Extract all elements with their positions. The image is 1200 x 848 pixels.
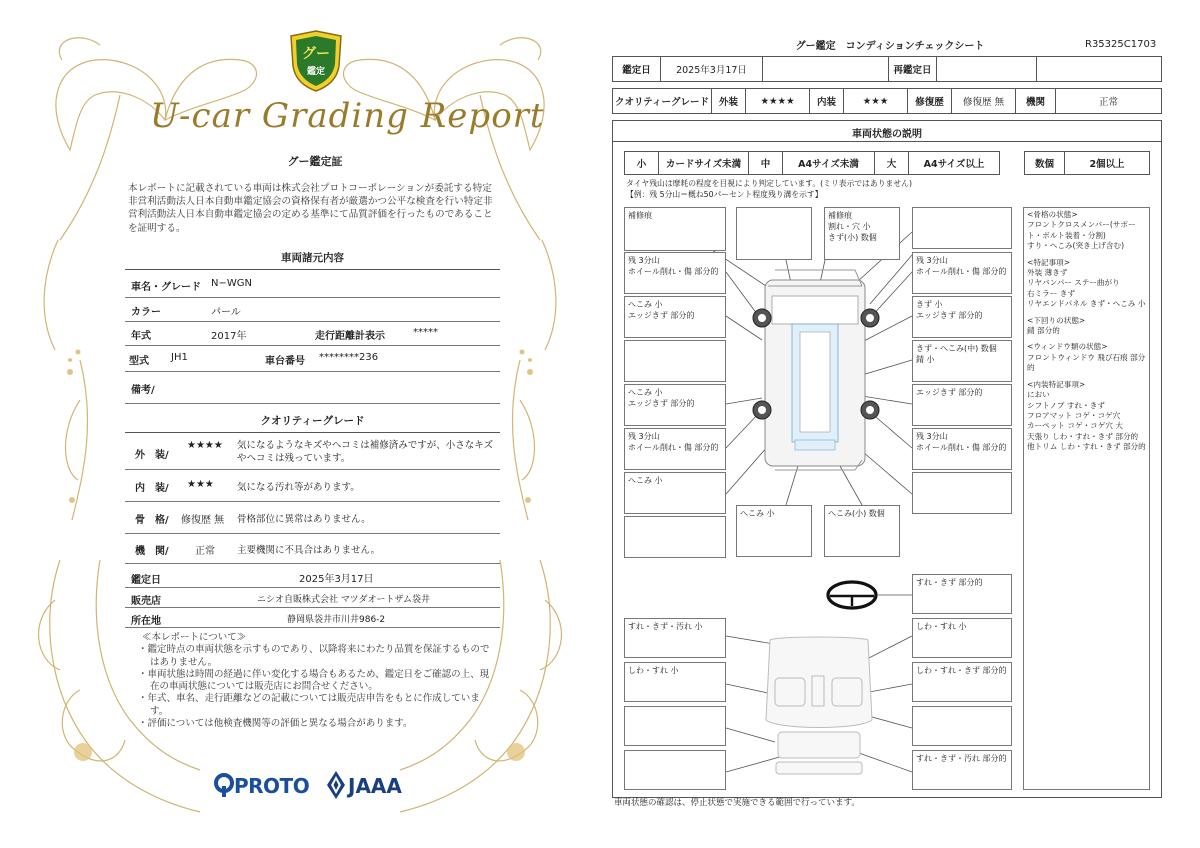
- note-item: ・評価については他検査機関等の評価と異なる場合があります。: [138, 718, 413, 730]
- spec-row-name: [125, 272, 500, 298]
- callout-left-rear-door: へこみ 小 エッジきず 部分的: [624, 384, 726, 426]
- certificate-title: グー鑑定証: [287, 155, 343, 168]
- exterior-stars: ★★★★: [187, 440, 223, 451]
- document-number: R35325C1703: [1085, 39, 1157, 50]
- callout-rear-seat: すれ・きず・汚れ 部分的: [912, 750, 1012, 790]
- callout-rear-bumper: へこみ 小: [736, 505, 812, 557]
- side-note: フロントウィンドウ 飛び石痕 部分的: [1027, 352, 1146, 373]
- jaaa-logo-text: JAAA: [348, 774, 402, 798]
- dealer-label: 販売店: [131, 596, 161, 607]
- engine-value: 正常: [195, 546, 215, 557]
- proto-logo-text: PROTO: [234, 774, 310, 798]
- date-value: 2025年3月17日: [299, 574, 374, 585]
- callout-left-floor: [624, 706, 726, 746]
- side-note: 天張り しわ・すれ・きず 部分的: [1027, 431, 1139, 441]
- callout-front-left: [736, 207, 812, 260]
- engine-value: 正常: [1056, 89, 1162, 114]
- callout-rear-seat-left: [624, 750, 726, 790]
- info-row-date: [125, 566, 500, 588]
- side-notes-box: [1023, 207, 1150, 790]
- side-note-heading: <ウィンドウ類の状態>: [1027, 342, 1108, 352]
- size-mid-desc: A4サイズ未満: [783, 152, 875, 175]
- note-item: ・年式、車名、走行距離などの記載については販売店申告をもとに作成しています。: [138, 693, 480, 717]
- count-label: 数個: [1025, 152, 1065, 175]
- side-note: 他トリム しわ・すれ・きず 部分的: [1027, 442, 1146, 452]
- redate-label: 再鑑定日: [889, 57, 937, 82]
- callout-console: [912, 706, 1012, 746]
- size-small: 小: [625, 152, 659, 175]
- size-mid: 中: [749, 152, 783, 175]
- chassis-label: 車台番号: [265, 356, 305, 367]
- callout-rear-left-tire: 残 3分山 ホイール削れ・傷 部分的: [624, 428, 726, 470]
- sheet-title: グー鑑定 コンディションチェックシート: [795, 41, 985, 52]
- side-note-heading: <骨格の状態>: [1027, 210, 1078, 219]
- grade-row-interior: [125, 470, 500, 502]
- side-note-heading: <特記事項>: [1027, 257, 1071, 267]
- engine-text: 主要機関に不具合はありません。: [237, 545, 381, 556]
- callout-rear-hatch: へこみ(小) 数個: [824, 505, 900, 557]
- spec-row-model: [125, 346, 500, 372]
- info-row-dealer: [125, 588, 500, 608]
- exterior-label: 外 装/: [135, 450, 169, 461]
- model-value: JH1: [171, 352, 188, 363]
- quality-section-title: クオリティーグレード: [125, 413, 500, 433]
- side-note: シフトノブ すれ・きず: [1027, 400, 1105, 410]
- spec-row-remarks: [125, 372, 500, 404]
- spec-section-title: 車両諸元内容: [125, 250, 500, 270]
- callout-right-front-door: きず 小 エッジきず 部分的: [912, 296, 1012, 338]
- callout-right-rear-door: エッジきず 部分的: [912, 384, 1012, 426]
- color-label: カラー: [131, 307, 161, 318]
- footer-logos: [214, 768, 414, 802]
- callout-front-windshield: 補修痕 割れ・穴 小 きず(小) 数個: [824, 207, 900, 260]
- size-small-desc: カードサイズ未満: [659, 152, 749, 175]
- side-note: カーペット コゲ・コゲ穴 大: [1027, 421, 1123, 431]
- interior-text: 気になる汚れ等があります。: [237, 482, 360, 493]
- name-grade-label: 車名・グレード: [131, 282, 201, 293]
- engine-label: 機 関/: [135, 546, 169, 557]
- mileage-value: *****: [413, 327, 438, 338]
- size-large: 大: [875, 152, 909, 175]
- tire-note-example: 【例：残 5分山＝概ね50パーセント程度残り溝を示す】: [626, 189, 823, 199]
- jaaa-logo-mark: [326, 770, 346, 800]
- remarks-label: 備考/: [131, 385, 155, 396]
- size-large-desc: A4サイズ以上: [909, 152, 1000, 175]
- callout-front-right-tire: 残 3分山 ホイール削れ・傷 部分的: [912, 252, 1012, 294]
- chassis-value: ********236: [319, 352, 379, 363]
- interior-stars: ★★★: [187, 479, 214, 490]
- note-item: ・車両状態は時間の経過に伴い変化する場合もあるため、鑑定日をご確認の上、現在の車両状態については販売店にお問合せください。: [138, 668, 490, 693]
- goo-kantei-emblem: [287, 30, 345, 92]
- quality-label: クオリティーグレード: [613, 89, 712, 114]
- side-note: 錆 部分的: [1027, 326, 1060, 336]
- exterior-text: 気になるようなキズやヘコミは補修済みですが、小さなキズやヘコミは残っています。: [237, 440, 494, 464]
- exterior-stars: ★★★★: [746, 89, 810, 114]
- callout-rear-bumper-left: [624, 516, 726, 558]
- certificate-intro: 本レポートに記載されている車両は株式会社プロトコーポレーションが委託する特定非営利活動法人日本自動車鑑定協会の資格保有者が厳選かつ公平な検査を行い特定非営利活動法人日本自動車鑑定協会の定める基準にて品質評価を行ったものであることを証明する。: [128, 183, 493, 234]
- model-label: 型式: [129, 356, 149, 367]
- name-grade-value: N−WGN: [211, 278, 252, 289]
- count-desc: 2個以上: [1065, 152, 1150, 175]
- repair-value: 修復歴 無: [952, 89, 1016, 114]
- side-note: フロントクロスメンバー(サポート・ボルト装着・分割): [1027, 220, 1136, 240]
- interior-label: 内装: [810, 89, 844, 114]
- mileage-label: 走行距離計表示: [315, 331, 385, 342]
- frame-text: 骨格部位に異常はありません。: [237, 514, 371, 525]
- steering-wheel-icon: [828, 582, 876, 608]
- callout-rear-left: へこみ 小: [624, 472, 726, 514]
- interior-stars: ★★★: [844, 89, 908, 114]
- color-value: パール: [211, 307, 241, 318]
- exterior-car-diagram: [753, 270, 879, 470]
- dealer-value: ニシオ自販株式会社 マツダオートザム袋井: [257, 595, 431, 605]
- callout-driver-seat: しわ・すれ 小: [912, 618, 1012, 658]
- callout-rear-right: [912, 472, 1012, 514]
- side-note: リヤエンドパネル きず・へこみ 小: [1027, 299, 1146, 309]
- interior-label: 内 装/: [135, 483, 169, 494]
- callout-left-side: [624, 340, 726, 382]
- year-label: 年式: [131, 331, 151, 342]
- sheet-date-value: 2025年3月17日: [661, 57, 763, 82]
- callout-right-side: きず・へこみ(中) 数個 錆 小: [912, 340, 1012, 382]
- callout-left-front-door: へこみ 小 エッジきず 部分的: [624, 296, 726, 338]
- note-item: ・鑑定時点の車両状態を示すものであり、以降将来にわたり品質を保証するものではありません。: [138, 644, 490, 668]
- repair-label: 修復歴: [908, 89, 952, 114]
- side-notes: [1027, 210, 1146, 453]
- callout-passenger-seat: しわ・すれ 小: [624, 662, 726, 702]
- callout-rear-right-tire: 残 3分山 ホイール削れ・傷 部分的: [912, 428, 1012, 470]
- side-note-heading: <下回りの状態>: [1027, 315, 1086, 325]
- frame-value: 修復歴 無: [181, 515, 225, 526]
- report-title: U-car Grading Report: [150, 96, 545, 136]
- side-note: フロアマット コゲ・コゲ穴: [1027, 410, 1121, 420]
- grade-row-frame: [125, 502, 500, 534]
- info-row-address: [125, 608, 500, 628]
- section-title: 車両状態の説明: [612, 120, 1162, 142]
- sheet-footnote: 車両状態の確認は、停止状態で実施できる範囲で行っています。: [614, 798, 860, 808]
- address-value: 静岡県袋井市川井986-2: [287, 615, 386, 625]
- side-note-heading: <内装特記事項>: [1027, 379, 1086, 389]
- tire-note-line: タイヤ残山は摩耗の程度を目視により判定しています。(ミリ表示ではありません): [626, 179, 912, 188]
- address-label: 所在地: [131, 616, 161, 627]
- interior-car-diagram: [766, 637, 872, 774]
- grade-row-engine: [125, 534, 500, 564]
- spec-row-year: [125, 322, 500, 346]
- side-note: におい: [1027, 390, 1050, 400]
- sheet-date-label: 鑑定日: [613, 57, 661, 82]
- notes-title: ≪本レポートについて≫: [142, 632, 247, 643]
- date-label: 鑑定日: [131, 575, 161, 586]
- callout-dashboard: すれ・きず・汚れ 小: [624, 618, 726, 658]
- engine-label: 機関: [1016, 89, 1056, 114]
- exterior-label: 外装: [712, 89, 746, 114]
- svg-text:グー: グー: [302, 46, 330, 62]
- svg-text:鑑定: 鑑定: [306, 67, 326, 77]
- proto-logo-mark: [214, 772, 234, 798]
- year-value: 2017年: [211, 331, 247, 342]
- side-note: 外装 薄きず: [1027, 268, 1068, 278]
- callout-front-left-tire: 残 3分山 ホイール削れ・傷 部分的: [624, 252, 726, 294]
- side-note: 右ミラー きず: [1027, 288, 1075, 298]
- report-notes: [138, 632, 498, 730]
- callout-steering-wheel: すれ・きず 部分的: [912, 574, 1012, 614]
- side-note: すり・へこみ(突き上げ含む): [1027, 241, 1125, 251]
- condition-check-sheet: [600, 0, 1200, 848]
- side-note: リヤバンパー ステー曲がり: [1027, 278, 1120, 288]
- grade-row-exterior: [125, 434, 500, 470]
- callout-right-door-trim: しわ・すれ・きず 部分的: [912, 662, 1012, 702]
- spec-row-color: [125, 298, 500, 322]
- frame-label: 骨 格/: [135, 515, 169, 526]
- callout-front-left-bumper: 補修痕: [624, 207, 726, 251]
- callout-front-right: [912, 207, 1012, 249]
